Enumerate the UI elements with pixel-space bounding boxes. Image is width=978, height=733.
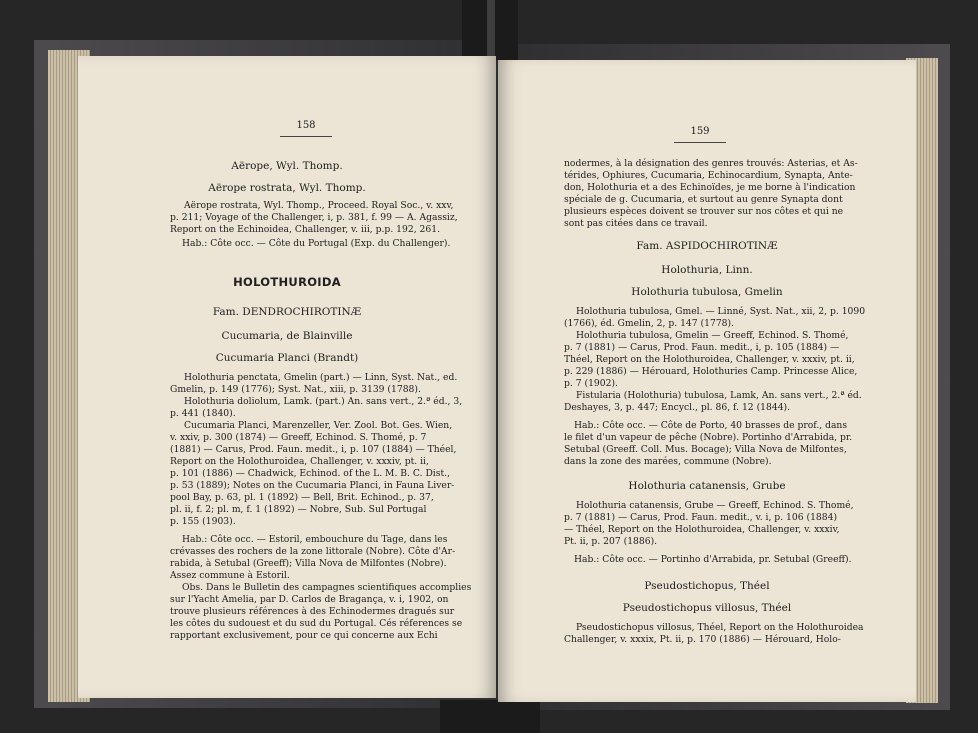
text-line: don, Holothuria et a des Echinoïdes, je me borne à l'indication bbox=[564, 182, 856, 193]
text-line: Théel, Report on the Holothuroidea, Challenger, v. xxxiv, pt. ii, bbox=[564, 354, 855, 365]
text-line: Aërope rostrata, Wyl. Thomp., Proceed. Royal Soc., v. xxv, bbox=[184, 200, 454, 211]
species-heading: Cucumaria Planci (Brandt) bbox=[215, 352, 359, 364]
habitat-line: Hab.: Côte occ. — Côte de Porto, 40 brasses de prof., dans bbox=[574, 420, 848, 431]
text-line: Holothuria doliolum, Lamk. (part.) An. sans vert., 2.ª éd., 3, bbox=[184, 396, 463, 407]
text-line: dans la zone des marées, commune (Nobre). bbox=[564, 456, 772, 467]
genus-heading: Cucumaria, de Blainville bbox=[221, 330, 353, 342]
text-line: pool Bay, p. 63, pl. 1 (1892) — Bell, Brit. Echinod., p. 37, bbox=[170, 492, 434, 503]
species-heading: Aërope rostrata, Wyl. Thomp. bbox=[208, 182, 366, 194]
text-line: (1766), éd. Gmelin, 2, p. 147 (1778). bbox=[564, 318, 735, 329]
text-line: Holothuria catanensis, Grube — Greeff, Echinod. S. Thomé, bbox=[576, 500, 854, 511]
text-line: (1881) — Carus, Prod. Faun. medit., i, p. 107 (1884) — Théel, bbox=[170, 444, 457, 455]
text-line: rapportant exclusivement, pour ce qui concerne aux Echi bbox=[170, 630, 438, 641]
text-line: spéciale de g. Cucumaria, et surtout au genre Synapta dont bbox=[564, 194, 843, 205]
text-line: crévasses des rochers de la zone littorale (Nobre). Côte d'Ar- bbox=[170, 546, 456, 557]
text-line: Report on the Holothuroidea, Challenger, v. xxxiv, pt. ii, bbox=[170, 456, 429, 467]
text-line: Assez commune à Estoril. bbox=[170, 570, 290, 581]
habitat-line: Hab.: Côte occ. — Portinho d'Arrabida, pr. Setubal (Greeff). bbox=[574, 554, 852, 565]
right-page bbox=[498, 60, 916, 702]
species-heading: Holothuria catanensis, Grube bbox=[628, 480, 786, 492]
text-line: trouve plusieurs références à des Echinodermes dragués sur bbox=[170, 606, 455, 617]
text-line: p. 101 (1886) — Chadwick, Echinod. of the L. M. B. C. Dist., bbox=[170, 468, 450, 479]
page-number-rule bbox=[674, 142, 726, 143]
text-line: p. 441 (1840). bbox=[170, 408, 236, 419]
section-title: HOLOTHUROIDA bbox=[233, 275, 341, 289]
habitat-line: Hab.: Côte occ. — Côte du Portugal (Exp. du Challenger). bbox=[182, 238, 451, 249]
spine-bottom bbox=[440, 700, 540, 733]
page-number: 159 bbox=[690, 126, 710, 137]
text-line: Pt. ii, p. 207 (1886). bbox=[564, 536, 658, 547]
text-line: sont pas citées dans ce travail. bbox=[564, 218, 708, 229]
text-line: p. 7 (1881) — Carus, Prod. Faun. medit., i, p. 105 (1884) — bbox=[564, 342, 840, 353]
text-line: v. xxiv, p. 300 (1874) — Greeff, Echinod. S. Thomé, p. 7 bbox=[170, 432, 427, 443]
species-heading: Pseudostichopus villosus, Théel bbox=[622, 602, 792, 614]
text-line: Holothuria tubulosa, Gmelin — Greeff, Echinod. S. Thomé, bbox=[576, 330, 849, 341]
text-line: Gmelin, p. 149 (1776); Syst. Nat., xiii, p. 3139 (1788). bbox=[170, 384, 421, 395]
text-line: Deshayes, 3, p. 447; Encycl., pl. 86, f. 12 (1844). bbox=[564, 402, 791, 413]
text-line: p. 53 (1889); Notes on the Cucumaria Planci, in Fauna Liver- bbox=[170, 480, 455, 491]
text-line: rabida, à Setubal (Greeff); Villa Nova de Milfontes (Nobre). bbox=[170, 558, 447, 569]
text-line: p. 229 (1886) — Hérouard, Holothuries Camp. Princesse Alice, bbox=[564, 366, 858, 377]
text-line: p. 155 (1903). bbox=[170, 516, 236, 527]
text-line: p. 7 (1881) — Carus, Prod. Faun. medit., v. i, p. 106 (1884) bbox=[564, 512, 838, 523]
genus-heading: Aërope, Wyl. Thomp. bbox=[231, 160, 343, 172]
text-line: le filet d'un vapeur de pêche (Nobre). Portinho d'Arrabida, pr. bbox=[564, 432, 853, 443]
text-line: Cucumaria Planci, Marenzeller, Ver. Zool. Bot. Ges. Wien, bbox=[184, 420, 453, 431]
text-line: p. 211; Voyage of the Challenger, i, p. 381, f. 99 — A. Agassiz, bbox=[170, 212, 458, 223]
text-line: térides, Ophiures, Cucumaria, Echinocardium, Synapta, Ante- bbox=[564, 170, 853, 181]
text-line: Holothuria penctata, Gmelin (part.) — Linn, Syst. Nat., ed. bbox=[184, 372, 458, 383]
text-line: Holothuria tubulosa, Gmel. — Linné, Syst. Nat., xii, 2, p. 1090 bbox=[576, 306, 866, 317]
text-line: Pseudostichopus villosus, Théel, Report on the Holothuroidea bbox=[576, 622, 864, 633]
page-number-rule bbox=[280, 136, 332, 137]
spine-binding bbox=[487, 0, 495, 60]
text-line: sur l'Yacht Amelia, par D. Carlos de Bragança, v. i, 1902, on bbox=[170, 594, 449, 605]
text-line: p. 7 (1902). bbox=[564, 378, 618, 389]
text-line: les côtes du sudouest et du sud du Portugal. Cés réferences se bbox=[170, 618, 463, 629]
text-line: plusieurs espèces doivent se trouver sur nos côtes et qui ne bbox=[564, 206, 844, 217]
family-heading: Fam. DENDROCHIROTINÆ bbox=[212, 306, 362, 318]
page-number: 158 bbox=[296, 120, 316, 131]
text-line: Obs. Dans le Bulletin des campagnes scientifiques accomplies bbox=[182, 582, 472, 593]
genus-heading: Holothuria, Linn. bbox=[661, 264, 753, 276]
text-line: Setubal (Greeff. Coll. Mus. Bocage); Villa Nova de Milfontes, bbox=[564, 444, 847, 455]
species-heading: Holothuria tubulosa, Gmelin bbox=[631, 286, 783, 298]
text-line: Challenger, v. xxxix, Pt. ii, p. 170 (1886) — Hérouard, Holo- bbox=[564, 634, 841, 645]
habitat-line: Hab.: Côte occ. — Estoril, embouchure du Tage, dans les bbox=[182, 534, 448, 545]
genus-heading: Pseudostichopus, Théel bbox=[644, 580, 770, 592]
family-heading: Fam. ASPIDOCHIROTINÆ bbox=[636, 240, 778, 252]
text-line: Fistularia (Holothuria) tubulosa, Lamk, An. sans vert., 2.ª éd. bbox=[576, 390, 862, 401]
text-line: pl. ii, f. 2; pl. m, f. 1 (1892) — Nobre, Sub. Sul Portugal bbox=[170, 504, 427, 515]
text-line: — Théel, Report on the Holothuroidea, Challenger, v. xxxiv, bbox=[564, 524, 840, 535]
text-line: Report on the Echinoidea, Challenger, v. iii, p.p. 192, 261. bbox=[170, 224, 440, 235]
left-page bbox=[78, 56, 496, 698]
text-line: nodermes, à la désignation des genres trouvés: Asterias, et As- bbox=[564, 158, 858, 169]
